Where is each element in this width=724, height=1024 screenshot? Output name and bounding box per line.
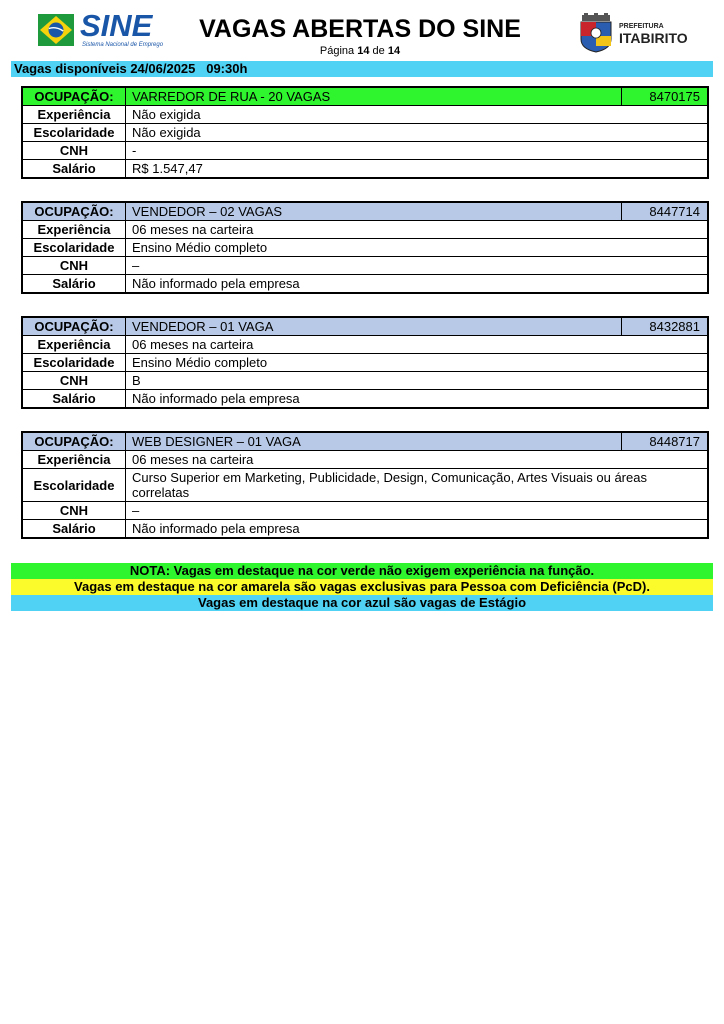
row-label: Salário (22, 160, 126, 179)
experience-row (22, 336, 708, 354)
occupation-label: OCUPAÇÃO: (22, 202, 126, 221)
note-blue: Vagas em destaque na cor azul são vagas de Estágio (11, 595, 713, 611)
row-label: CNH (22, 142, 126, 160)
row-value: Não exigida (126, 124, 709, 142)
occupation-row (22, 87, 708, 106)
occupation-row (22, 432, 708, 451)
page-total: 14 (387, 45, 401, 57)
job-table (21, 431, 709, 539)
job-code: 8432881 (622, 317, 709, 336)
row-value: – (126, 257, 709, 275)
row-label: Escolaridade (22, 239, 126, 257)
cnh-row (22, 372, 708, 390)
brazil-flag-icon (38, 12, 76, 48)
occupation-row (22, 202, 708, 221)
experience-row (22, 106, 708, 124)
salary-row (22, 160, 708, 179)
row-label: CNH (22, 502, 126, 520)
education-row (22, 354, 708, 372)
occupation-label: OCUPAÇÃO: (22, 432, 126, 451)
occupation-row (22, 317, 708, 336)
salary-row (22, 275, 708, 294)
salary-row (22, 520, 708, 539)
row-label: Escolaridade (22, 354, 126, 372)
row-value: Ensino Médio completo (126, 239, 709, 257)
salary-row (22, 390, 708, 409)
row-label: Experiência (22, 221, 126, 239)
availability-bar: Vagas disponíveis 24/06/2025 09:30h (11, 61, 713, 77)
row-value: – (126, 502, 709, 520)
education-row (22, 239, 708, 257)
cnh-row (22, 142, 708, 160)
job-code: 8447714 (622, 202, 709, 221)
row-value: - (126, 142, 709, 160)
row-label: Escolaridade (22, 124, 126, 142)
sine-subtitle: Sistema Nacional de Emprego (82, 42, 164, 48)
sine-logo (38, 8, 164, 52)
row-value: 06 meses na carteira (126, 451, 709, 469)
row-label: Salário (22, 275, 126, 294)
row-value: Não informado pela empresa (126, 520, 709, 539)
row-label: Escolaridade (22, 469, 126, 502)
row-value: 06 meses na carteira (126, 336, 709, 354)
row-value: Não informado pela empresa (126, 390, 709, 409)
row-label: Experiência (22, 336, 126, 354)
city-name: ITABIRITO (619, 30, 688, 46)
row-value: Não informado pela empresa (126, 275, 709, 294)
note-yellow: Vagas em destaque na cor amarela são vagas exclusivas para Pessoa com Deficiência (PcD). (11, 579, 713, 595)
cnh-row (22, 502, 708, 520)
legend-notes (11, 563, 713, 611)
page-prefix: Página (319, 45, 355, 57)
row-label: Salário (22, 520, 126, 539)
job-code: 8448717 (622, 432, 709, 451)
experience-row (22, 221, 708, 239)
education-row (22, 469, 708, 502)
prefeitura-logo (576, 13, 688, 53)
city-crest-icon (576, 13, 616, 53)
page-of: de (372, 45, 385, 57)
row-label: Salário (22, 390, 126, 409)
job-table (21, 86, 709, 179)
job-code: 8470175 (622, 87, 709, 106)
row-value: B (126, 372, 709, 390)
job-table (21, 316, 709, 409)
page-header (0, 0, 724, 60)
page-number (185, 45, 535, 58)
row-label: Experiência (22, 451, 126, 469)
occupation-title: VARREDOR DE RUA - 20 VAGAS (126, 87, 622, 106)
row-value: Ensino Médio completo (126, 354, 709, 372)
row-value: Curso Superior em Marketing, Publicidade, Design, Comunicação, Artes Visuais ou áreas correlatas (126, 469, 709, 502)
education-row (22, 124, 708, 142)
note-green: NOTA: Vagas em destaque na cor verde não exigem experiência na função. (11, 563, 713, 579)
occupation-label: OCUPAÇÃO: (22, 87, 126, 106)
page-current: 14 (357, 45, 370, 57)
row-label: CNH (22, 257, 126, 275)
occupation-label: OCUPAÇÃO: (22, 317, 126, 336)
occupation-title: VENDEDOR – 02 VAGAS (126, 202, 622, 221)
experience-row (22, 451, 708, 469)
prefeitura-label: PREFEITURA (619, 23, 664, 30)
occupation-title: WEB DESIGNER – 01 VAGA (126, 432, 622, 451)
job-table (21, 201, 709, 294)
row-value: R$ 1.547,47 (126, 160, 709, 179)
page-title: VAGAS ABERTAS DO SINE (199, 15, 521, 43)
occupation-title: VENDEDOR – 01 VAGA (126, 317, 622, 336)
cnh-row (22, 257, 708, 275)
sine-wordmark: SINE (80, 8, 153, 43)
row-value: 06 meses na carteira (126, 221, 709, 239)
row-label: CNH (22, 372, 126, 390)
row-value: Não exigida (126, 106, 709, 124)
row-label: Experiência (22, 106, 126, 124)
